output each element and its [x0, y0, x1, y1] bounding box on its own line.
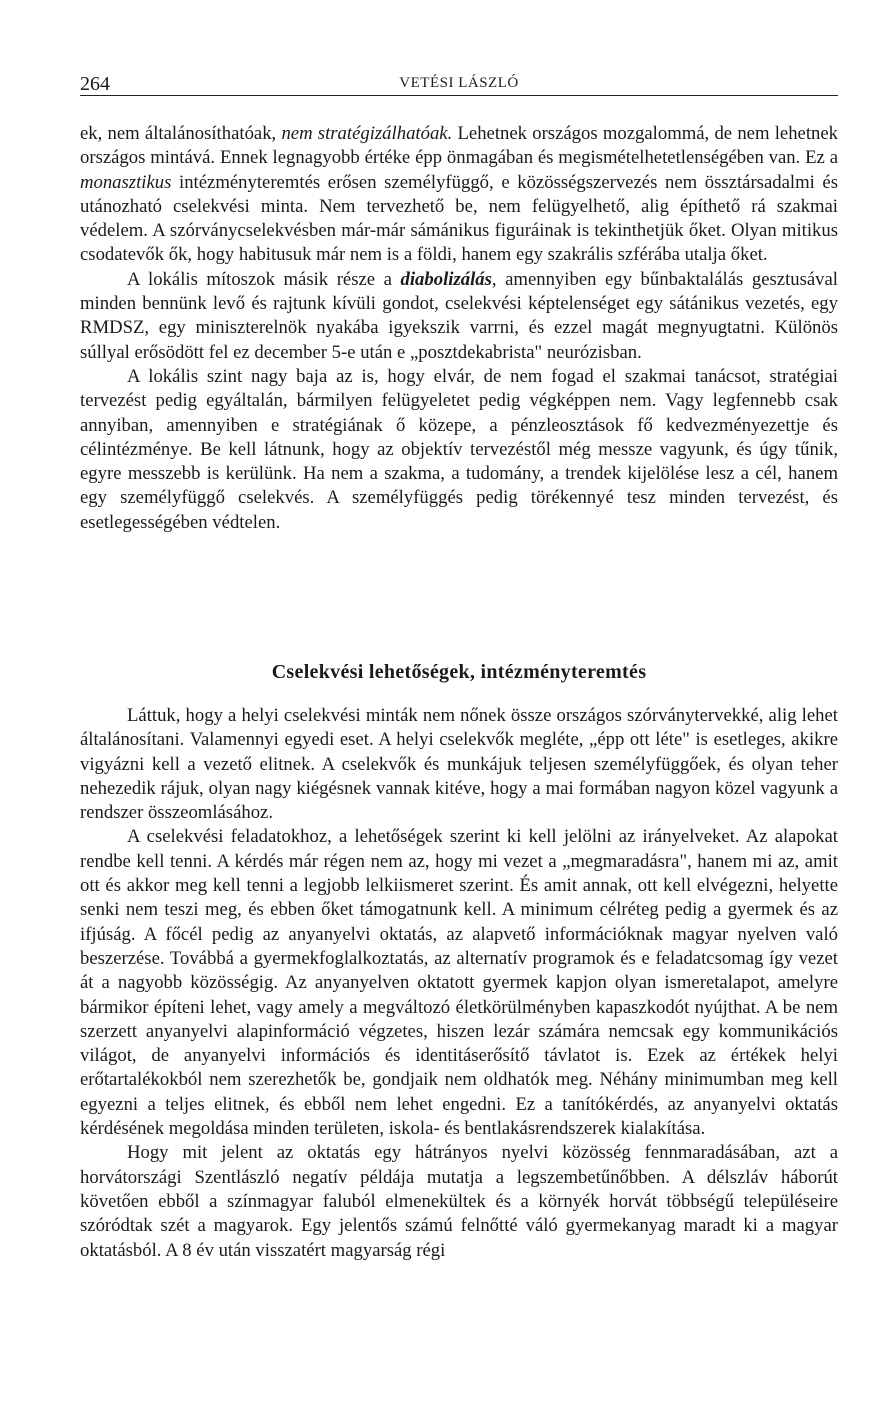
section-paragraph-3: Hogy mit jelent az oktatás egy hátrányos nyelvi közösség fennmaradásában, azt a horvátországi Szentlászló negatív példája mutatja a legszembetűnőbben. A délszláv háborút követően ebből a színmagyar faluból elmenekültek és a környék horvát többségű településeire szóródtak szét a magyarok. Egy jelentős számú felnőtté váló gyermekanyag maradt ki a magyar oktatásból. A 8 év után visszatért magyarság régi [80, 1142, 838, 1261]
paragraph-2-text-a: A lokális mítoszok másik része a [127, 268, 401, 290]
paragraph-1-text-c: intézményteremtés erősen személyfüggő, e közösségszervezés nem össztársadalmi és utánozható cselekvési minta. Nem tervezhető be, nem felügyelhető, alig építhető rá szakmai védelem. A szórványcselekvésben már-már sámánikus figuráinak is tekinthetjük őket. Olyan mitikus csodatevők ők, hogy habitusuk már nem is a földi, hanem egy szakrális szférába utalja őket. [80, 171, 838, 266]
paragraph-1-text-a: ek, nem általánosíthatóak, [80, 123, 282, 144]
running-title: VETÉSI LÁSZLÓ [399, 75, 519, 91]
paragraph-2 [80, 268, 838, 365]
paragraph-1 [80, 122, 838, 268]
section-paragraph-1: Láttuk, hogy a helyi cselekvési minták nem nőnek össze országos szórványtervekké, alig lehet általánosítani. Valamennyi egyedi eset. A helyi cselekvők megléte, „épp ott léte" is esetleges, akikre vigyázni kell a vezető elitnek. A cselekvők és munkájuk teljesen személyfüggőek, és olyan teher nehezedik rájuk, olyan nagy kiégésnek vannak kitéve, hogy a mai formában nagyon közel vagyunk a rendszer összeomlásához. [80, 705, 838, 824]
section-heading: Cselekvési lehetőségek, intézményteremtés [271, 661, 647, 683]
page-number: 264 [80, 73, 110, 95]
paragraph-1-italic: nem stratégizálhatóak. [281, 123, 453, 144]
body-text-section [80, 704, 838, 1263]
body-text-top [80, 122, 838, 535]
paragraph-2-text-b: , amennyiben egy bűnbaktalálás gesztusával minden bennünk levő és rajtunk kívüli gondot, cselekvési képtelenséget egy sátánikus vezetés, egy RMDSZ, egy miniszterelnök nyakába igyekszik varrni, és ezzel magát megnyugtatni. Különös súllyal erősödött fel ez december 5-e után e „posztdekabrista" neurózisban. [80, 268, 839, 363]
section-paragraph-2: A cselekvési feladatokhoz, a lehetőségek szerint ki kell jelölni az irányelveket. Az alapokat rendbe kell tenni. A kérdés már régen nem az, hogy mi vezet a „megmaradásra", hanem mi az, amit ott és akkor meg kell tenni a legjobb lelkiismeret szerint. És amit annak, ott kell elvégezni, helyette senki nem teszi meg, és ebben őket támogatnunk kell. A minimum célréteg pedig a gyermek és az ifjúság. A főcél pedig az anyanyelvi oktatás, az alapvető információknak magyar nyelven való beszerzése. Továbbá a gyermekfoglalkoztatás, az alternatív programok és e feladatcsomag így vezet át a nagyobb közösségig. Az anyanyelven oktatott gyermek kapjon olyan ismeretalapot, amelyre bármikor építeni lehet, vagy amely a megváltozó életkörülményben kapaszkodót nyújthat. A be nem szerzett anyanyelvi alapinformáció végzetes, hiszen lezár számára nemcsak egy kommunikációs világot, de anyanyelvi információs és identitáserősítő távlatot is. Ezek az értékek helyi erőtartalékokból nem szerezhetők be, gondjaik nem oldhatók meg. Néhány minimumban meg kell egyezni a teljes elitnek, és ebből nem lehet engedni. Ez a tanítókérdés, az anyanyelvi oktatás kérdésének megoldása minden területen, iskola- és bentlakásrendszerek kialakítása. [80, 826, 838, 1140]
running-header [80, 73, 838, 96]
paragraph-1-italic-2: monasztikus [80, 171, 172, 193]
paragraph-3: A lokális szint nagy baja az is, hogy elvár, de nem fogad el szakmai tanácsot, stratégiai tervezést pedig egyáltalán, bármilyen felügyeletet pedig végképpen nem. Vagy legfennebb csak annyiban, amennyiben e stratégiának ő közepe, a pénzleosztások fő kedvezményezettje és célintézménye. Be kell látnunk, hogy az objektív tervezéstől még messze vagyunk, és úgy tűnik, egyre messzebb is kerülünk. Ha nem a szakma, a tudomány, a trendek kijelölése lesz a cél, hanem egy személyfüggő cselekvés. A személyfüggés pedig törékennyé tesz minden tervezést, és esetlegességében védtelen. [80, 365, 838, 533]
paragraph-2-emphasis: diabolizálás [400, 268, 492, 290]
paragraph-1-text-b: Lehetnek országos mozgalommá, de nem lehetnek országos mintává. Ennek legnagyobb értéke épp önmagában és megismételhetetlenségében van. Ez a [80, 123, 839, 169]
